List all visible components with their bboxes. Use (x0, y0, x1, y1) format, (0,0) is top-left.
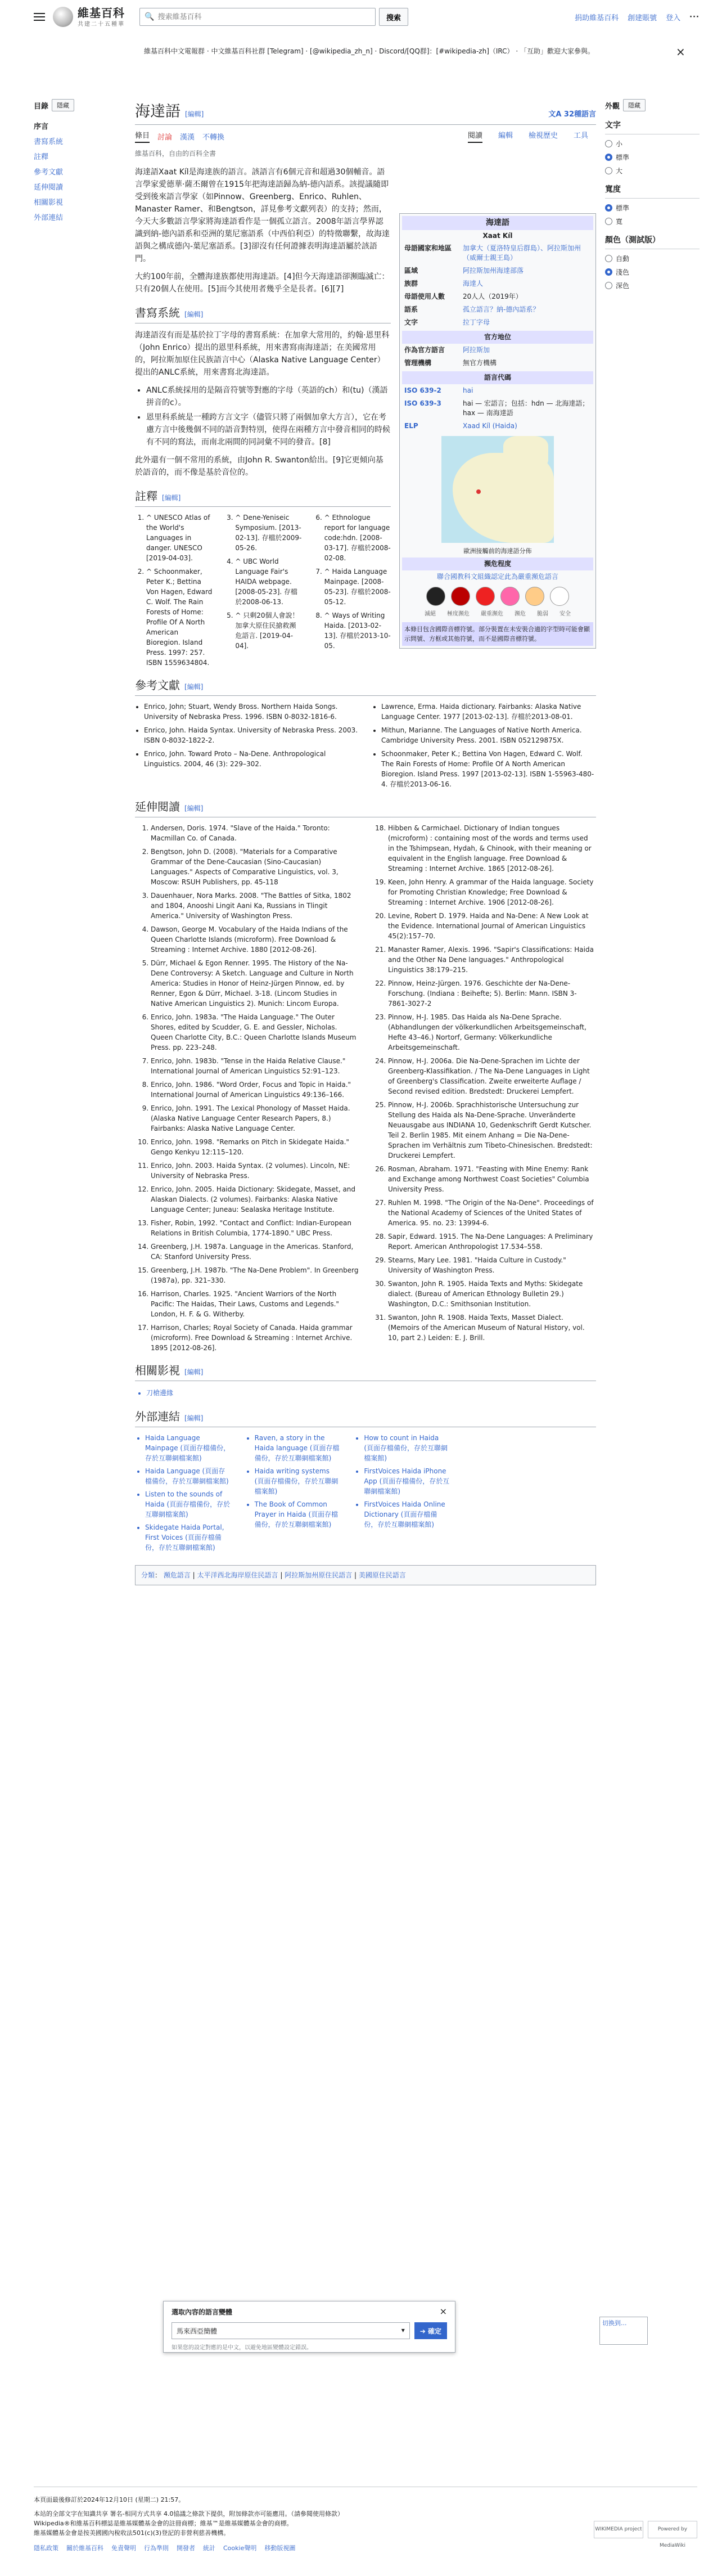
dialog-hint: 如果您的設定對應的是中文，以避免地區變體設定錯誤。 (172, 2345, 312, 2351)
further-reading-item: 17. Harrison, Charles; Royal Society of Canada. Haida grammar (microform). Free Download & Streaming : Internet Archive. 1895 [2012-08-26]. (151, 1323, 359, 1353)
infobox-row: 作為官方語言 阿拉斯加 (404, 346, 490, 354)
infobox-row: 區域 阿拉斯加州海達部落 (404, 267, 524, 275)
footer-link[interactable]: 行為準則 (144, 2544, 169, 2552)
endangerment-scale (402, 587, 593, 606)
language-infobox (399, 213, 596, 649)
trademark-text: Wikipedia®和維基百科標誌是維基媒體基金會的註冊商標；維基™是維基媒體基金會的商標。 (34, 2520, 293, 2527)
radio-icon (605, 140, 612, 147)
note-item: 4. ^ UBC World Language Fair's HAIDA webpage. [2008-05-23]. 存檔於2008-06-13. (235, 556, 301, 607)
title-edit-link[interactable]: [編輯] (185, 110, 204, 118)
further-reading-item: 4. Dawson, George M. Vocabulary of the Haida Indians of the Queen Charlotte Islands (microform). Free Download & Streaming : Internet Archive. 1880 [2012-08-26]. (151, 924, 359, 955)
section-edit-link[interactable]: [編輯] (184, 683, 204, 691)
section-heading-notes: 註釋 [編輯] (135, 490, 391, 507)
variant-dialog (163, 2301, 455, 2353)
last-edited: 本頁面最後修訂於2024年12月10日 (星期二) 21:57。 (34, 2496, 185, 2503)
chevron-down-icon: ▾ (401, 2326, 405, 2334)
logo-subtitle: 共建二十五種華 (78, 21, 125, 28)
search-input[interactable] (157, 13, 371, 21)
distribution-map[interactable] (441, 436, 554, 543)
action-history[interactable]: 檢視歷史 (528, 132, 558, 140)
notes-list (135, 512, 391, 668)
confirm-button[interactable]: ➔ 確定 (414, 2322, 447, 2339)
further-reading-item: 11. Enrico, John. 2003. Haida Syntax. (2 volumes). Lincoln, NE: University of Nebraska Press. (151, 1161, 359, 1181)
reference-item: • Enrico, John; Stuart, Wendy Bross. Northern Haida Songs. University of Nebraska Press. 1996. ISBN 0-8032-1816-6. (144, 702, 359, 722)
language-button[interactable]: 文A 32種語言 (548, 110, 596, 119)
infobox-row: ELP Xaad Kíl (Haida) (404, 422, 517, 430)
infobox-row: 母語使用人數 20人人（2019年） (404, 293, 522, 300)
text-size-small[interactable]: 小 (605, 139, 700, 149)
infobox-row: 母語國家和地區 加拿大（夏洛特皇后群島）、阿拉斯加州（威爾士親王島） (404, 244, 581, 262)
further-reading-item: 22. Pinnow, Heinz-Jürgen. 1976. Geschichte der Na-Dene-Forschung. (Indiana : Beihefte; 5). Berlin: Mann. ISBN 3-7861-3027-2 (388, 978, 596, 1009)
further-reading-item: 30. Swanton, John R. 1905. Haida Texts and Myths: Skidegate dialect. (Bureau of American Ethnology Bulletin 29.) Washington, D.C.: Smithsonian Institution. (388, 1279, 596, 1309)
status-circle-icon (476, 587, 495, 606)
create-account-link[interactable]: 創建賬號 (628, 14, 657, 23)
further-reading-item: 24. Pinnow, H-J. 2006a. Die Na-Dene-Sprachen im Lichte der Greenberg-Klassifikation. / The Na-Dene Languages in Light of Greenberg's Classification. Zweite erweiterte Auflage / Second revised edition. Bredstedt: Druckerei Lempfert. (388, 1056, 596, 1096)
section-heading-references: 參考文獻 [編輯] (135, 679, 596, 696)
toc-item-further-reading[interactable]: 延伸閱讀 (34, 183, 64, 192)
further-reading-item: 10. Enrico, John. 1998. "Remarks on Pitch in Skidegate Haida." Gengo Kenkyu 12:115–120. (151, 1137, 359, 1157)
list-item: • ANLC系統採用的是隔音符號等對應的字母（英語的ch）和(tu)（漢語拼音的c）。 (146, 384, 391, 409)
variant-side-box[interactable]: 切換到... (599, 2317, 648, 2345)
further-reading-item: 14. Greenberg, J.H. 1987a. Language in the Americas. Stanford, CA: Stanford University Press. (151, 1242, 359, 1262)
radio-icon (605, 282, 612, 289)
note-item: 1. ^ UNESCO Atlas of the World's Languages in danger. UNESCO [2019-04-03]. (146, 512, 213, 563)
status-circle-icon (426, 587, 445, 606)
list-item: • 恩里科系統是一種跨方言文字（儘管只將了兩個加拿大方言），它在考慮方言中後幾個不同的語音對特別，使得在兩種方言中發音相同的時候有不同的寫法，而南北兩間的同詞彙不同的發音。[8] (146, 411, 391, 448)
footer-link[interactable]: 關於維基百科 (66, 2544, 103, 2552)
lead-paragraph: 大約100年前，全體海達族都使用海達語。[4]但今天海達語卻瀕臨滅亡：只有20個人在使用。[5]而今其使用者幾乎全是長者。[6][7] (135, 272, 390, 294)
arrow-right-icon: ➔ (419, 2327, 428, 2335)
external-link[interactable]: • Haida Language Mainpage (頁面存檔備份，存於互聯網檔案館) (145, 1433, 231, 1463)
foundation-text: 維基媒體基金會是按美國國內稅收法501(c)(3)登記的非營利慈善機構。 (34, 2529, 230, 2537)
toc-heading: 目錄 (34, 102, 49, 111)
section-edit-link[interactable]: [編輯] (162, 494, 181, 502)
further-reading-item: 23. Pinnow, H-J. 1985. Das Haida als Na-Dene Sprache. (Abhandlungen der völkerkundlichen Arbeitsgemeinschaft, Hefte 43–46.) Nortorf, Germany: Völkerkundliche Arbeitsgemeinschaft. (388, 1012, 596, 1053)
film-link[interactable]: • 刀槍邊緣 (146, 1387, 596, 1399)
category-label[interactable]: 分類 (141, 1571, 155, 1579)
tab-no-convert[interactable]: 不轉換 (202, 133, 225, 142)
radio-icon (605, 167, 612, 174)
color-light[interactable]: 淺色 (605, 267, 700, 277)
further-reading-item: 25. Pinnow, H-J. 2006b. Sprachhistorische Untersuchung zur Stellung des Haida als Na-Dene-Sprache. Unveränderte Neuausgabe aus INDIANA 10, Gedenkschrift Gerdt Kutscher. Teil 2. Berlin 1985. Mit einem Anhang = Die Na-Dene-Sprachen im Verhältnis zum Tibeto-Chinesischen. Bredstedt: Druckerei Lempfert. (388, 1100, 596, 1161)
external-link[interactable]: • Raven, a story in the Haida language (頁面存檔備份，存於互聯網檔案館) (255, 1433, 341, 1463)
color-heading: 顏色（測試版） (605, 234, 700, 249)
status-text[interactable]: 聯合國教科文組織認定此為嚴重瀕危語言 (436, 573, 558, 581)
footer-link[interactable]: 移動版視圖 (264, 2544, 296, 2552)
section-heading-further-reading: 延伸閱讀 [編輯] (135, 801, 596, 817)
lead-paragraph: 海達語Xaat Kíl是海達族的語言。該語言有6個元音和超過30個輔音。語言學家愛德華·薩丕爾曾在1915年把海達語歸為納-德內語系。該提議隨即受到後來語言學家（如Pinnow、Greenberg、Enrico、Ruhlen、Manaster Ramer、和Bengtson，詳見參考文獻列表）的支持；然而，今天大多數語言學家將海達語看作是一個孤立語言。2008年語言學界認識到納-德內語系和亞洲的葉尼塞語系（中西伯利亞）的特徵聯繫，故海達語與之構成德內-葉尼塞語系。[3]卻沒有任何證據表明海達語屬於該語門。 (135, 168, 390, 263)
category-box: 分類： 瀕危語言 | 太平洋西北海岸原住民語言 | 阿拉斯加州原住民語言 | 美國原住民語言 (135, 1565, 596, 1585)
further-reading-item: 8. Enrico, John. 1986. "Word Order, Focus and Topic in Haida." International Journal of American Linguistics 49:136–166. (151, 1080, 359, 1100)
infobox-row: 文字 拉丁字母 (404, 318, 490, 326)
main-menu-icon[interactable] (34, 13, 45, 21)
further-reading-item: 28. Sapir, Edward. 1915. The Na-Dene Languages: A Preliminary Report. American Anthropologist 17.534–558. (388, 1231, 596, 1252)
further-reading-item: 1. Andersen, Doris. 1974. "Slave of the Haida." Toronto: Macmillan Co. of Canada. (151, 823, 359, 843)
reference-item: • Schoonmaker, Peter K.; Bettina Von Hagen, Edward C. Wolf. The Rain Forests of Home: Profile Of A North American Bioregion. Island Press. 1997 [2013-02-13]. ISBN 1-55963-480-4. 存檔於2013-06-16. (381, 749, 596, 789)
reference-item: • Lawrence, Erma. Haida dictionary. Fairbanks: Alaska Native Language Center. 1977 [2013-02-13]. 存檔於2013-08-01. (381, 702, 596, 722)
toc-item-notes[interactable]: 註釋 (34, 153, 49, 161)
paragraph: 海達語沒有而是基於拉丁字母的書寫系統：在加拿大常用的，約翰·恩里科（John Enrico）提出的恩里科系統，用來書寫南海達語；在美國常用的，阿拉斯加原住民族語言中心（Alaska Native Language Center）提出的ANLC系統，用來書寫北海達語。 (135, 331, 390, 377)
user-links (575, 12, 700, 23)
infobox-row: 管理機構 無官方機構 (404, 359, 497, 367)
section-edit-link[interactable]: [編輯] (184, 311, 204, 318)
text-size-standard[interactable]: 標準 (605, 152, 700, 162)
further-reading-item: 21. Manaster Ramer, Alexis. 1996. "Sapir's Classifications: Haida and the Other Na Dene languages." Anthropological Linguistics 38:179–215. (388, 945, 596, 975)
further-reading-list (135, 823, 596, 1353)
appearance-heading: 外觀 (605, 102, 620, 111)
close-icon[interactable]: × (676, 45, 685, 59)
site-header (0, 0, 722, 34)
infobox-status-heading: 瀕危程度 (402, 558, 593, 570)
external-links-list (135, 1433, 450, 1553)
external-link[interactable]: • Listen to the sounds of Haida (頁面存檔備份，存於互聯網檔案館) (145, 1489, 231, 1519)
infobox-row: 語系 孤立語言？納-德內語系？ (404, 305, 540, 313)
toc-sidebar (34, 99, 124, 224)
external-link[interactable]: • FirstVoices Haida Online Dictionary (頁面存檔備份，存於互聯網檔案館) (364, 1499, 450, 1530)
infobox-title: 海達語 (402, 216, 593, 230)
toc-item-intro[interactable]: 序言 (34, 123, 49, 131)
further-reading-item: 19. Keen, John Henry. A grammar of the Haida language. Society for Promoting Christian Knowledge; Free Download & Streaming : Internet Archive. 1906 [2012-08-26]. (388, 877, 596, 907)
ipa-notice: 本條目包含國際音標符號。部分裝置在未安裝合適的字型時可能會顯示問號、方框或其他符號，而不是國際音標符號。 (402, 622, 593, 646)
donate-link[interactable]: 捐助維基百科 (575, 14, 619, 23)
site-notice: 維基百科中文電報群 · 中文維基百科社群 [Telegram] · [@wikipedia_zh_n] · Discord/[QQ群]：[#wikipedia-zh]（IRC） · 「互助」歡迎大家參與。 (144, 47, 594, 55)
appearance-hide-button[interactable]: 隱藏 (623, 99, 646, 111)
radio-icon (605, 255, 612, 262)
category-link[interactable]: 太平洋西北海岸原住民語言 (197, 1571, 278, 1579)
infobox-codes-heading: 語言代碼 (402, 371, 593, 384)
section-edit-link[interactable]: [編輯] (184, 804, 204, 812)
radio-checked-icon (605, 268, 612, 276)
logo-title: 維基百科 (78, 6, 125, 20)
references-list (135, 702, 596, 789)
text-size-large[interactable]: 大 (605, 166, 700, 176)
wikimedia-badge[interactable]: WIKIMEDIA project (594, 2521, 643, 2538)
external-link[interactable]: • Haida Language (頁面存檔備份，存於互聯網檔案館) (145, 1466, 231, 1486)
article-main (135, 99, 596, 1585)
toc-hide-button[interactable]: 隱藏 (52, 99, 74, 111)
more-options-icon[interactable]: ··· (689, 12, 700, 21)
further-reading-item: 6. Enrico, John. 1983a. "The Haida Language." The Outer Shores, edited by Scudder, G. E. and Gessler, Nicholas. Queen Charlotte City, B.C.: Queen Charlotte Islands Museum Press. pp. 223–248. (151, 1012, 359, 1053)
paragraph: 此外還有一個不常用的系統，由John R. Swanton給出。[9]它更傾向基於語音的，而不像是基於音位的。 (135, 456, 383, 477)
note-item: 6. ^ Ethnologue report for language code:hdn. [2008-03-17]. 存檔於2008-02-08. (324, 512, 391, 563)
section-edit-link[interactable]: [編輯] (184, 1414, 204, 1422)
reference-item: • Enrico, John. Haida Syntax. University of Nebraska Press. 2003. ISBN 0-8032-1822-2. (144, 725, 359, 745)
tagline: 維基百科，自由的百科全書 (135, 150, 216, 158)
external-link[interactable]: • Haida writing systems (頁面存檔備份，存於互聯網檔案館) (255, 1466, 341, 1496)
note-item: 3. ^ Dene-Yeniseic Symposium. [2013-02-13]. 存檔於2009-05-26. (235, 512, 301, 553)
section-heading-writing: 書寫系統 [編輯] (135, 307, 391, 323)
width-wide[interactable]: 寬 (605, 217, 700, 226)
further-reading-item: 15. Greenberg, J.H. 1987b. "The Na-Dene Problem". In Greenberg (1987a), pp. 321–330. (151, 1265, 359, 1285)
note-item: 5. ^ 只剩20個人會說！加拿大原住民搶救瀕危語言. [2019-04-04]. (235, 610, 301, 651)
action-tools[interactable]: 工具 (573, 132, 588, 140)
search-button[interactable]: 搜索 (379, 8, 408, 26)
footer-link[interactable]: Cookie聲明 (223, 2544, 257, 2552)
text-size-heading: 文字 (605, 119, 700, 134)
map-caption: 歐洲接觸前的海達語分佈 (463, 547, 532, 555)
further-reading-item: 2. Bengtson, John D. (2008). "Materials for a Comparative Grammar of the Dene-Caucasian (Sino-Caucasian) Languages." Aspects of Comparative Linguistics, vol. 3, Moscow: RSUH Publishers, pp. 45-118 (151, 847, 359, 887)
map-marker-icon (476, 489, 481, 494)
reference-item: • Mithun, Marianne. The Languages of Native North America. Cambridge University Press. 2001. ISBN 052129875X. (381, 725, 596, 745)
further-reading-item: 29. Stearns, Mary Lee. 1981. "Haida Culture in Custody." University of Washington Press. (388, 1255, 596, 1275)
radio-checked-icon (605, 154, 612, 161)
search-box[interactable] (139, 8, 376, 26)
infobox-row: 族群 海達人 (404, 280, 484, 287)
toc-item-writing[interactable]: 書寫系統 (34, 138, 64, 146)
page-footer (34, 2487, 697, 2553)
category-link[interactable]: 美國原住民語言 (358, 1571, 406, 1579)
color-dark[interactable]: 深色 (605, 281, 700, 290)
search-icon: 🔍 (145, 12, 155, 21)
infobox-row: ISO 639-2 hai (404, 386, 473, 394)
section-edit-link[interactable]: [編輯] (184, 1368, 204, 1376)
further-reading-item: 27. Ruhlen M. 1998. "The Origin of the Na-Dene". Proceedings of the National Academy of Sciences of the United States of America. 95. no. 23: 13994-6. (388, 1198, 596, 1228)
radio-icon (605, 218, 612, 225)
note-item: 7. ^ Haida Language Mainpage. [2008-05-23]. 存檔於2008-05-12. (324, 567, 391, 607)
external-link[interactable]: • FirstVoices Haida iPhone App (頁面存檔備份，存於互聯網檔案館) (364, 1466, 450, 1496)
section-heading-external-links: 外部連結 [編輯] (135, 1410, 596, 1427)
action-read[interactable]: 閱讀 (468, 129, 482, 143)
further-reading-item: 18. Hibben & Carmichael. Dictionary of Indian tongues (microform) : containing most of the words and terms used in the Tshimpsean, Hydah, & Chinook, with their meaning or equivalent in the English language. Free Download & Streaming : Internet Archive. 1865 [2012-08-26]. (388, 823, 596, 874)
status-circle-icon (500, 587, 520, 606)
status-circle-icon (550, 587, 569, 606)
section-heading-films: 相關影視 [編輯] (135, 1364, 596, 1381)
further-reading-item: 31. Swanton, John R. 1908. Haida Texts, Masset Dialect. (Memoirs of the American Museum of Natural History, vol. 10, part 2.) Leiden: E. J. Brill. (388, 1312, 596, 1343)
infobox-native-name: Xaat Kíl (482, 232, 513, 240)
infobox-row: ISO 639-3 hai — 宏語言；包括：hdn — 北海達語；hax — 南海達語 (404, 399, 589, 417)
external-link[interactable]: • Skidegate Haida Portal, First Voices (頁面存檔備份，存於互聯網檔案館) (145, 1522, 231, 1553)
further-reading-item: 12. Enrico, John. 2005. Haida Dictionary: Skidegate, Masset, and Alaskan Dialects. (2 volumes). Fairbanks: Alaska Native Language Center; Juneau: Sealaska Heritage Institute. (151, 1184, 359, 1215)
further-reading-item: 5. Dürr, Michael & Egon Renner. 1995. The History of the Na-Dene Controversy: A Sketch. Language and Culture in North America: Studies in Honor of Heinz-Jürgen Pinnow, ed. by Renner, Egon & Dürr, Michael. 3-18. (Lincom Studies in Native American Linguistics 2). Munich: Lincom Europa. (151, 958, 359, 1009)
toc-item-references[interactable]: 參考文獻 (34, 168, 64, 177)
further-reading-item: 20. Levine, Robert D. 1979. Haida and Na-Dene: A New Look at the Evidence. International Journal of American Linguistics 45(2):157–70. (388, 911, 596, 941)
further-reading-item: 16. Harrison, Charles. 1925. "Ancient Warriors of the North Pacific: The Haidas, Their Laws, Customs and Legends." London, H. F. & G. Witherby. (151, 1289, 359, 1319)
action-edit[interactable]: 編輯 (498, 132, 513, 140)
footer-link[interactable]: 開發者 (177, 2544, 195, 2552)
external-link[interactable]: • The Book of Common Prayer in Haida (頁面存檔備份，存於互聯網檔案館) (255, 1499, 341, 1530)
site-logo[interactable] (53, 7, 125, 28)
toc-item-films[interactable]: 相關影視 (34, 199, 64, 207)
further-reading-item: 9. Enrico, John. 1991. The Lexical Phonology of Masset Haida. (Alaska Native Language Center Research Papers, 8.) Fairbanks: Alaska Native Language Center. (151, 1103, 359, 1134)
tab-talk[interactable]: 討論 (157, 133, 173, 142)
tab-article[interactable]: 條目 (135, 129, 150, 143)
page-title: 海達語 (135, 103, 180, 120)
category-link[interactable]: 瀕危語言 (163, 1571, 191, 1579)
wikipedia-globe-icon (53, 7, 73, 27)
tab-variant[interactable]: 漢漢 (180, 133, 195, 142)
further-reading-item: 26. Rosman, Abraham. 1971. "Feasting with Mine Enemy: Rank and Exchange among Northwest Coast Societies" Columbia University Press. (388, 1164, 596, 1194)
note-item: 2. ^ Schoonmaker, Peter K.; Bettina Von Hagen, Edward C. Wolf. The Rain Forests of Home: Profile Of A North American Bioregion. Island Press. 1997: 257. ISBN 1559634804. (146, 567, 213, 668)
scale-labels: 滅絕 極度瀕危 嚴重瀕危 瀕危 脆弱 安全 (425, 611, 571, 617)
further-reading-item: 7. Enrico, John. 1983b. "Tense in the Haida Relative Clause." International Journal of American Linguistics 52:91–123. (151, 1056, 359, 1076)
reference-item: • Enrico, John. Toward Proto – Na-Dene. Anthropological Linguistics. 2004, 46 (3): 229–302. (144, 749, 359, 769)
radio-checked-icon (605, 204, 612, 212)
footer-link[interactable]: 統計 (203, 2544, 215, 2552)
infobox-official-heading: 官方地位 (402, 331, 593, 344)
category-link[interactable]: 阿拉斯加州原住民語言 (285, 1571, 353, 1579)
width-heading: 寬度 (605, 183, 700, 199)
status-circle-icon (525, 587, 544, 606)
dialog-title: 選取內容的語言變體 (172, 2308, 233, 2316)
appearance-panel (605, 99, 700, 294)
external-link[interactable]: • How to count in Haida (頁面存檔備份，存於互聯網檔案館) (364, 1433, 450, 1463)
login-link[interactable]: 登入 (666, 14, 681, 23)
footer-link[interactable]: 免責聲明 (111, 2544, 136, 2552)
further-reading-item: 3. Dauenhauer, Nora Marks. 2008. "The Battles of Sitka, 1802 and 1804, Anooshi Lingit Aani Ka, Russians in Tlingit America." University of Washington Press. (151, 891, 359, 921)
width-standard[interactable]: 標準 (605, 203, 700, 213)
footer-link[interactable]: 隱私政策 (34, 2544, 58, 2552)
license-text: 本站的全部文字在知識共享 署名-相同方式共享 4.0協議之條款下提供，附加條款亦可能應用。（請參閱使用條款） (34, 2510, 344, 2517)
mediawiki-badge[interactable]: Powered by MediaWiki (648, 2521, 697, 2538)
note-item: 8. ^ Ways of Writing Haida. [2013-02-13]. 存檔於2013-10-05. (324, 610, 391, 651)
color-auto[interactable]: 自動 (605, 254, 700, 263)
translate-icon: 文A (548, 110, 564, 119)
further-reading-item: 13. Fisher, Robin, 1992. "Contact and Conflict: Indian-European Relations in British Columbia, 1774-1890." UBC Press. (151, 1218, 359, 1238)
close-icon[interactable]: × (439, 2306, 447, 2317)
variant-select[interactable]: 馬來西亞簡體 ▾ (172, 2322, 410, 2339)
toc-item-external-links[interactable]: 外部連結 (34, 214, 64, 222)
status-circle-icon (451, 587, 470, 606)
